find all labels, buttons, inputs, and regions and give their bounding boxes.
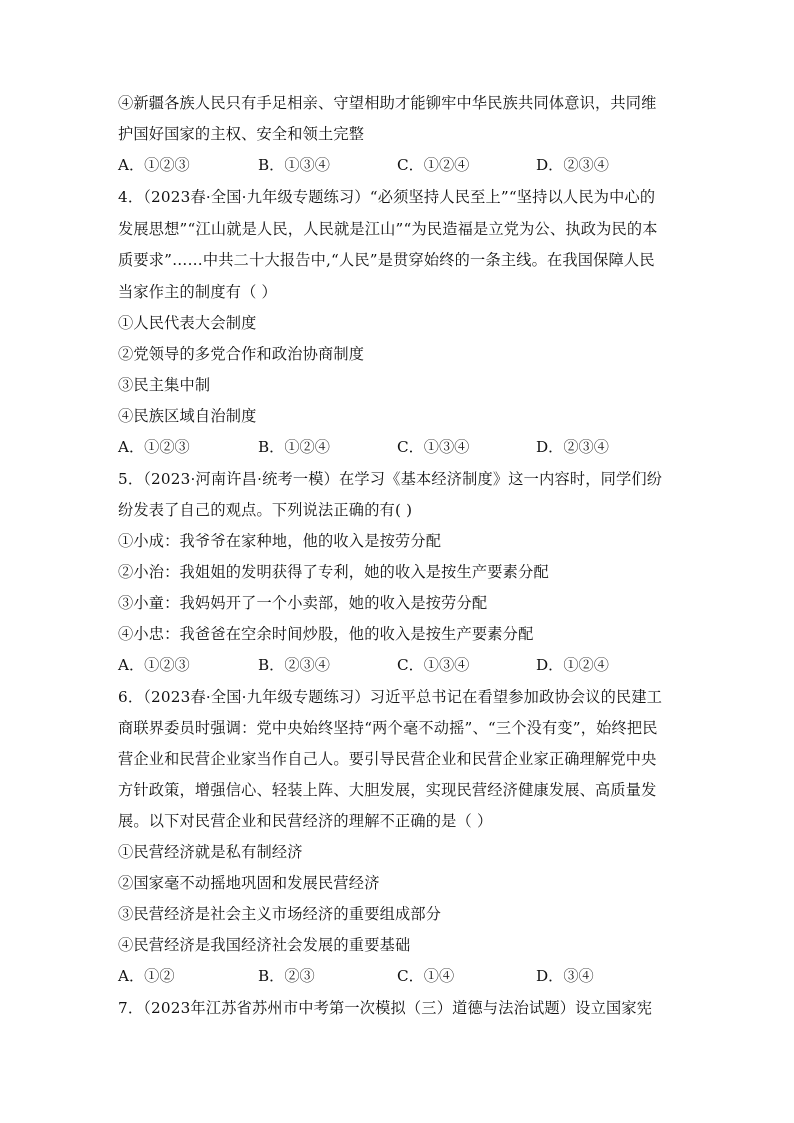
q5-item-2: ②小治：我姐姐的发明获得了专利，她的收入是按生产要素分配 — [118, 563, 549, 581]
q5-stem-line-1: 5．（2023·河南许昌·统考一模）在学习《基本经济制度》这一内容时，同学们纷 — [118, 470, 663, 488]
q5-item-1: ①小成：我爷爷在家种地，他的收入是按劳分配 — [118, 532, 442, 550]
q3-option-a: A．①②③ — [118, 156, 190, 174]
q4-stem-line-2: 发展思想”“江山就是人民，人民就是江山”“为民造福是立党为公、执政为民的本 — [118, 220, 658, 238]
q4-item-2: ②党领导的多党合作和政治协商制度 — [118, 345, 365, 363]
q6-item-2: ②国家毫不动摇地巩固和发展民营经济 — [118, 874, 380, 892]
q6-stem-line-3: 营企业和民营企业家当作自己人。要引导民营企业和民营企业家正确理解党中央 — [118, 750, 657, 768]
q4-item-3: ③民主集中制 — [118, 376, 211, 394]
q5-option-d: D．①②④ — [536, 656, 609, 674]
q4-options — [118, 437, 678, 457]
q4-stem-line-1: 4．（2023春·全国·九年级专题练习）“必须坚持人民至上”“坚持以人民为中心的 — [118, 188, 656, 206]
q6-stem-line-5: 展。以下对民营企业和民营经济的理解不正确的是（ ） — [118, 812, 493, 830]
q6-option-b: B．②③ — [258, 967, 315, 985]
q3-item-4-line-1: ④新疆各族人民只有手足相亲、守望相助才能铆牢中华民族共同体意识，共同维 — [118, 94, 657, 112]
q6-item-3: ③民营经济是社会主义市场经济的重要组成部分 — [118, 905, 442, 923]
q3-option-c: C．①②④ — [397, 156, 470, 174]
q4-option-b: B．①②④ — [258, 438, 330, 456]
q4-option-c: C．①③④ — [397, 438, 470, 456]
q4-option-a: A．①②③ — [118, 438, 190, 456]
q3-options — [118, 155, 678, 175]
q6-stem-line-4: 方针政策，增强信心、轻装上阵、大胆发展，实现民营经济健康发展、高质量发 — [118, 781, 657, 799]
q4-item-4: ④民族区域自治制度 — [118, 407, 257, 425]
q3-option-d: D．②③④ — [536, 156, 609, 174]
q5-option-c: C．①③④ — [397, 656, 470, 674]
q5-item-3: ③小童：我妈妈开了一个小卖部，她的收入是按劳分配 — [118, 594, 488, 612]
q5-item-4: ④小忠：我爸爸在空余时间炒股，他的收入是按生产要素分配 — [118, 625, 534, 643]
q6-stem-line-1: 6．（2023春·全国·九年级专题练习）习近平总书记在看望参加政协会议的民建工 — [118, 688, 663, 706]
q4-stem-line-4: 当家作主的制度有（ ） — [118, 283, 277, 301]
q6-stem-line-2: 商联界委员时强调：党中央始终坚持“两个毫不动摇”、“三个没有变”，始终把民 — [118, 719, 658, 737]
q5-option-a: A．①②③ — [118, 656, 190, 674]
q6-option-c: C．①④ — [397, 967, 455, 985]
q6-item-1: ①民营经济就是私有制经济 — [118, 843, 303, 861]
q6-option-a: A．①② — [118, 967, 175, 985]
q7-stem-line-1: 7．（2023年江苏省苏州市中考第一次模拟（三）道德与法治试题）设立国家宪 — [118, 999, 653, 1017]
q6-option-d: D．③④ — [536, 967, 594, 985]
q4-stem-line-3: 质要求”……中共二十大报告中,“人民”是贯穿始终的一条主线。在我国保障人民 — [118, 251, 655, 269]
q3-item-4-line-2: 护国好国家的主权、安全和领土完整 — [118, 125, 365, 143]
q5-option-b: B．②③④ — [258, 656, 330, 674]
q6-options — [118, 966, 678, 986]
q5-options — [118, 655, 678, 675]
q4-item-1: ①人民代表大会制度 — [118, 314, 257, 332]
q5-stem-line-2: 纷发表了自己的观点。下列说法正确的有( ) — [118, 501, 413, 519]
q4-option-d: D．②③④ — [536, 438, 609, 456]
q6-item-4: ④民营经济是我国经济社会发展的重要基础 — [118, 936, 411, 954]
q3-option-b: B．①③④ — [258, 156, 330, 174]
